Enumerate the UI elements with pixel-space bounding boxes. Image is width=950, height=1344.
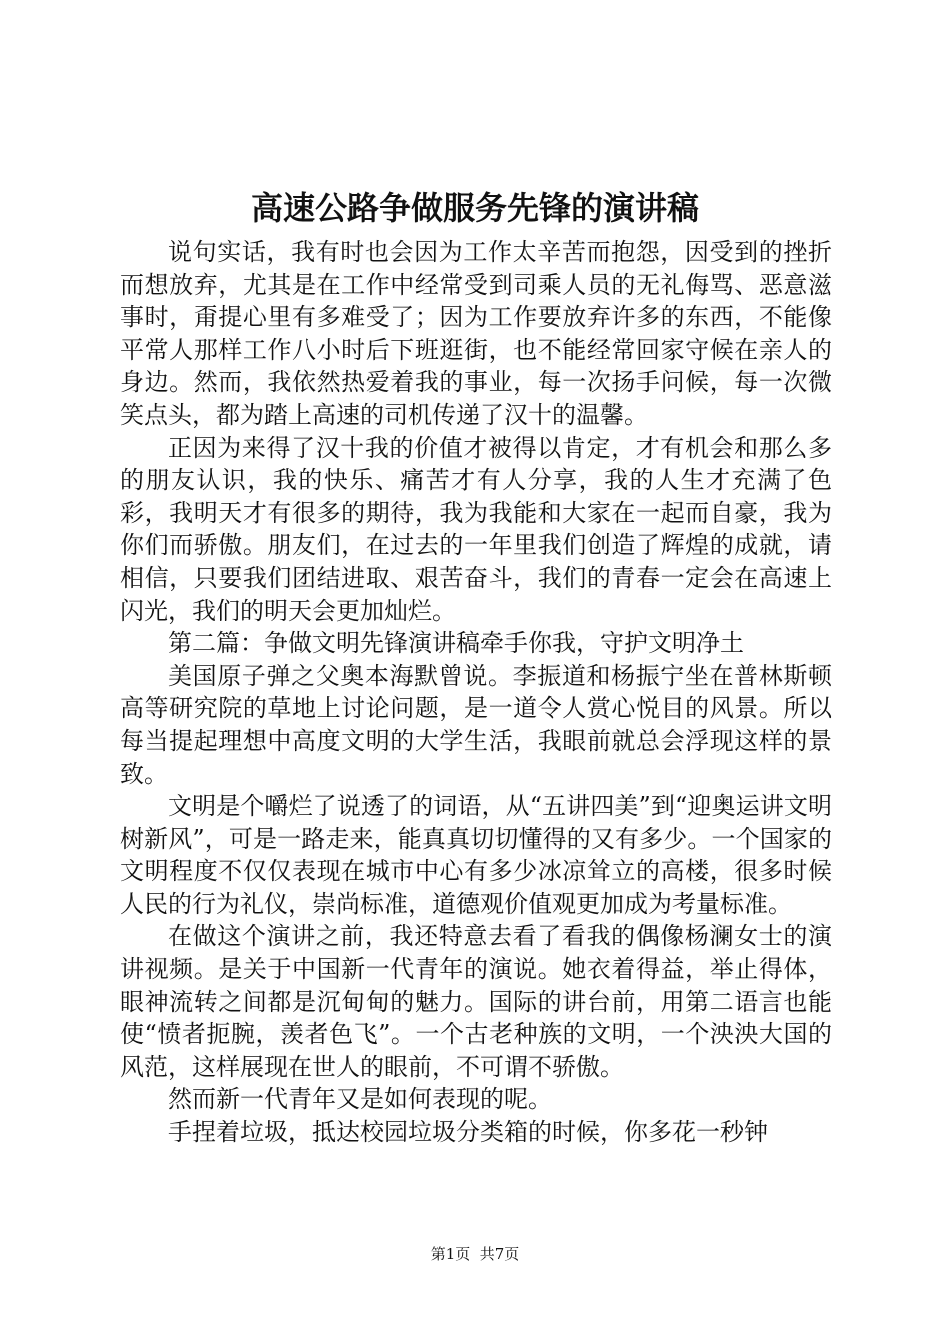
paragraph: 正因为来得了汉十我的价值才被得以肯定，才有机会和那么多的朋友认识，我的快乐、痛苦才有人分享，我的人生才充满了色彩，我明天才有很多的期待，我为我能和大家在一起而自豪，我为你们而骄傲。朋友们，在过去的一年里我们创造了辉煌的成就，请相信，只要我们团结进取、艰苦奋斗，我们的青春一定会在高速上闪光，我们的明天会更加灿烂。 [120, 433, 832, 625]
paragraph: 说句实话，我有时也会因为工作太辛苦而抱怨，因受到的挫折而想放弃，尤其是在工作中经常受到司乘人员的无礼侮骂、恶意滋事时，甭提心里有多难受了；因为工作要放弃许多的东西，不能像平常人那样工作八小时后下班逛街，也不能经常回家守候在亲人的身边。然而，我依然热爱着我的事业，每一次扬手问候，每一次微笑点头，都为踏上高速的司机传递了汉十的温馨。 [120, 238, 832, 429]
paragraph: 在做这个演讲之前，我还特意去看了看我的偶像杨澜女士的演讲视频。是关于中国新一代青年的演说。她衣着得益，举止得体，眼神流转之间都是沉甸甸的魅力。国际的讲台前，用第二语言也能使“愤者扼腕，羡者色飞”。一个古老种族的文明，一个泱泱大国的风范，这样展现在世人的眼前，不可谓不骄傲。 [120, 922, 832, 1081]
page-footer: 第1页 共7页 [430, 1245, 520, 1263]
section-heading: 第二篇：争做文明先锋演讲稿牵手你我，守护文明净土 [168, 629, 744, 658]
document-body [120, 236, 832, 1149]
paragraph: 文明是个嚼烂了说透了的词语，从“五讲四美”到“迎奥运讲文明树新风”，可是一路走来，能真真切切懂得的又有多少。一个国家的文明程度不仅仅表现在城市中心有多少冰凉耸立的高楼，很多时候人民的行为礼仪，崇尚标准，道德观价值观更加成为考量标准。 [120, 792, 832, 918]
paragraph: 然而新一代青年又是如何表现的呢。 [168, 1085, 552, 1114]
paragraph: 美国原子弹之父奥本海默曾说。李振道和杨振宁坐在普林斯顿高等研究院的草地上讨论问题，是一道令人赏心悦目的风景。所以每当提起理想中高度文明的大学生活，我眼前就总会浮现这样的景致。 [120, 661, 832, 788]
document-title: 高速公路争做服务先锋的演讲稿 [250, 189, 699, 227]
paragraph: 手捏着垃圾，抵达校园垃圾分类箱的时候，你多花一秒钟 [168, 1118, 768, 1147]
